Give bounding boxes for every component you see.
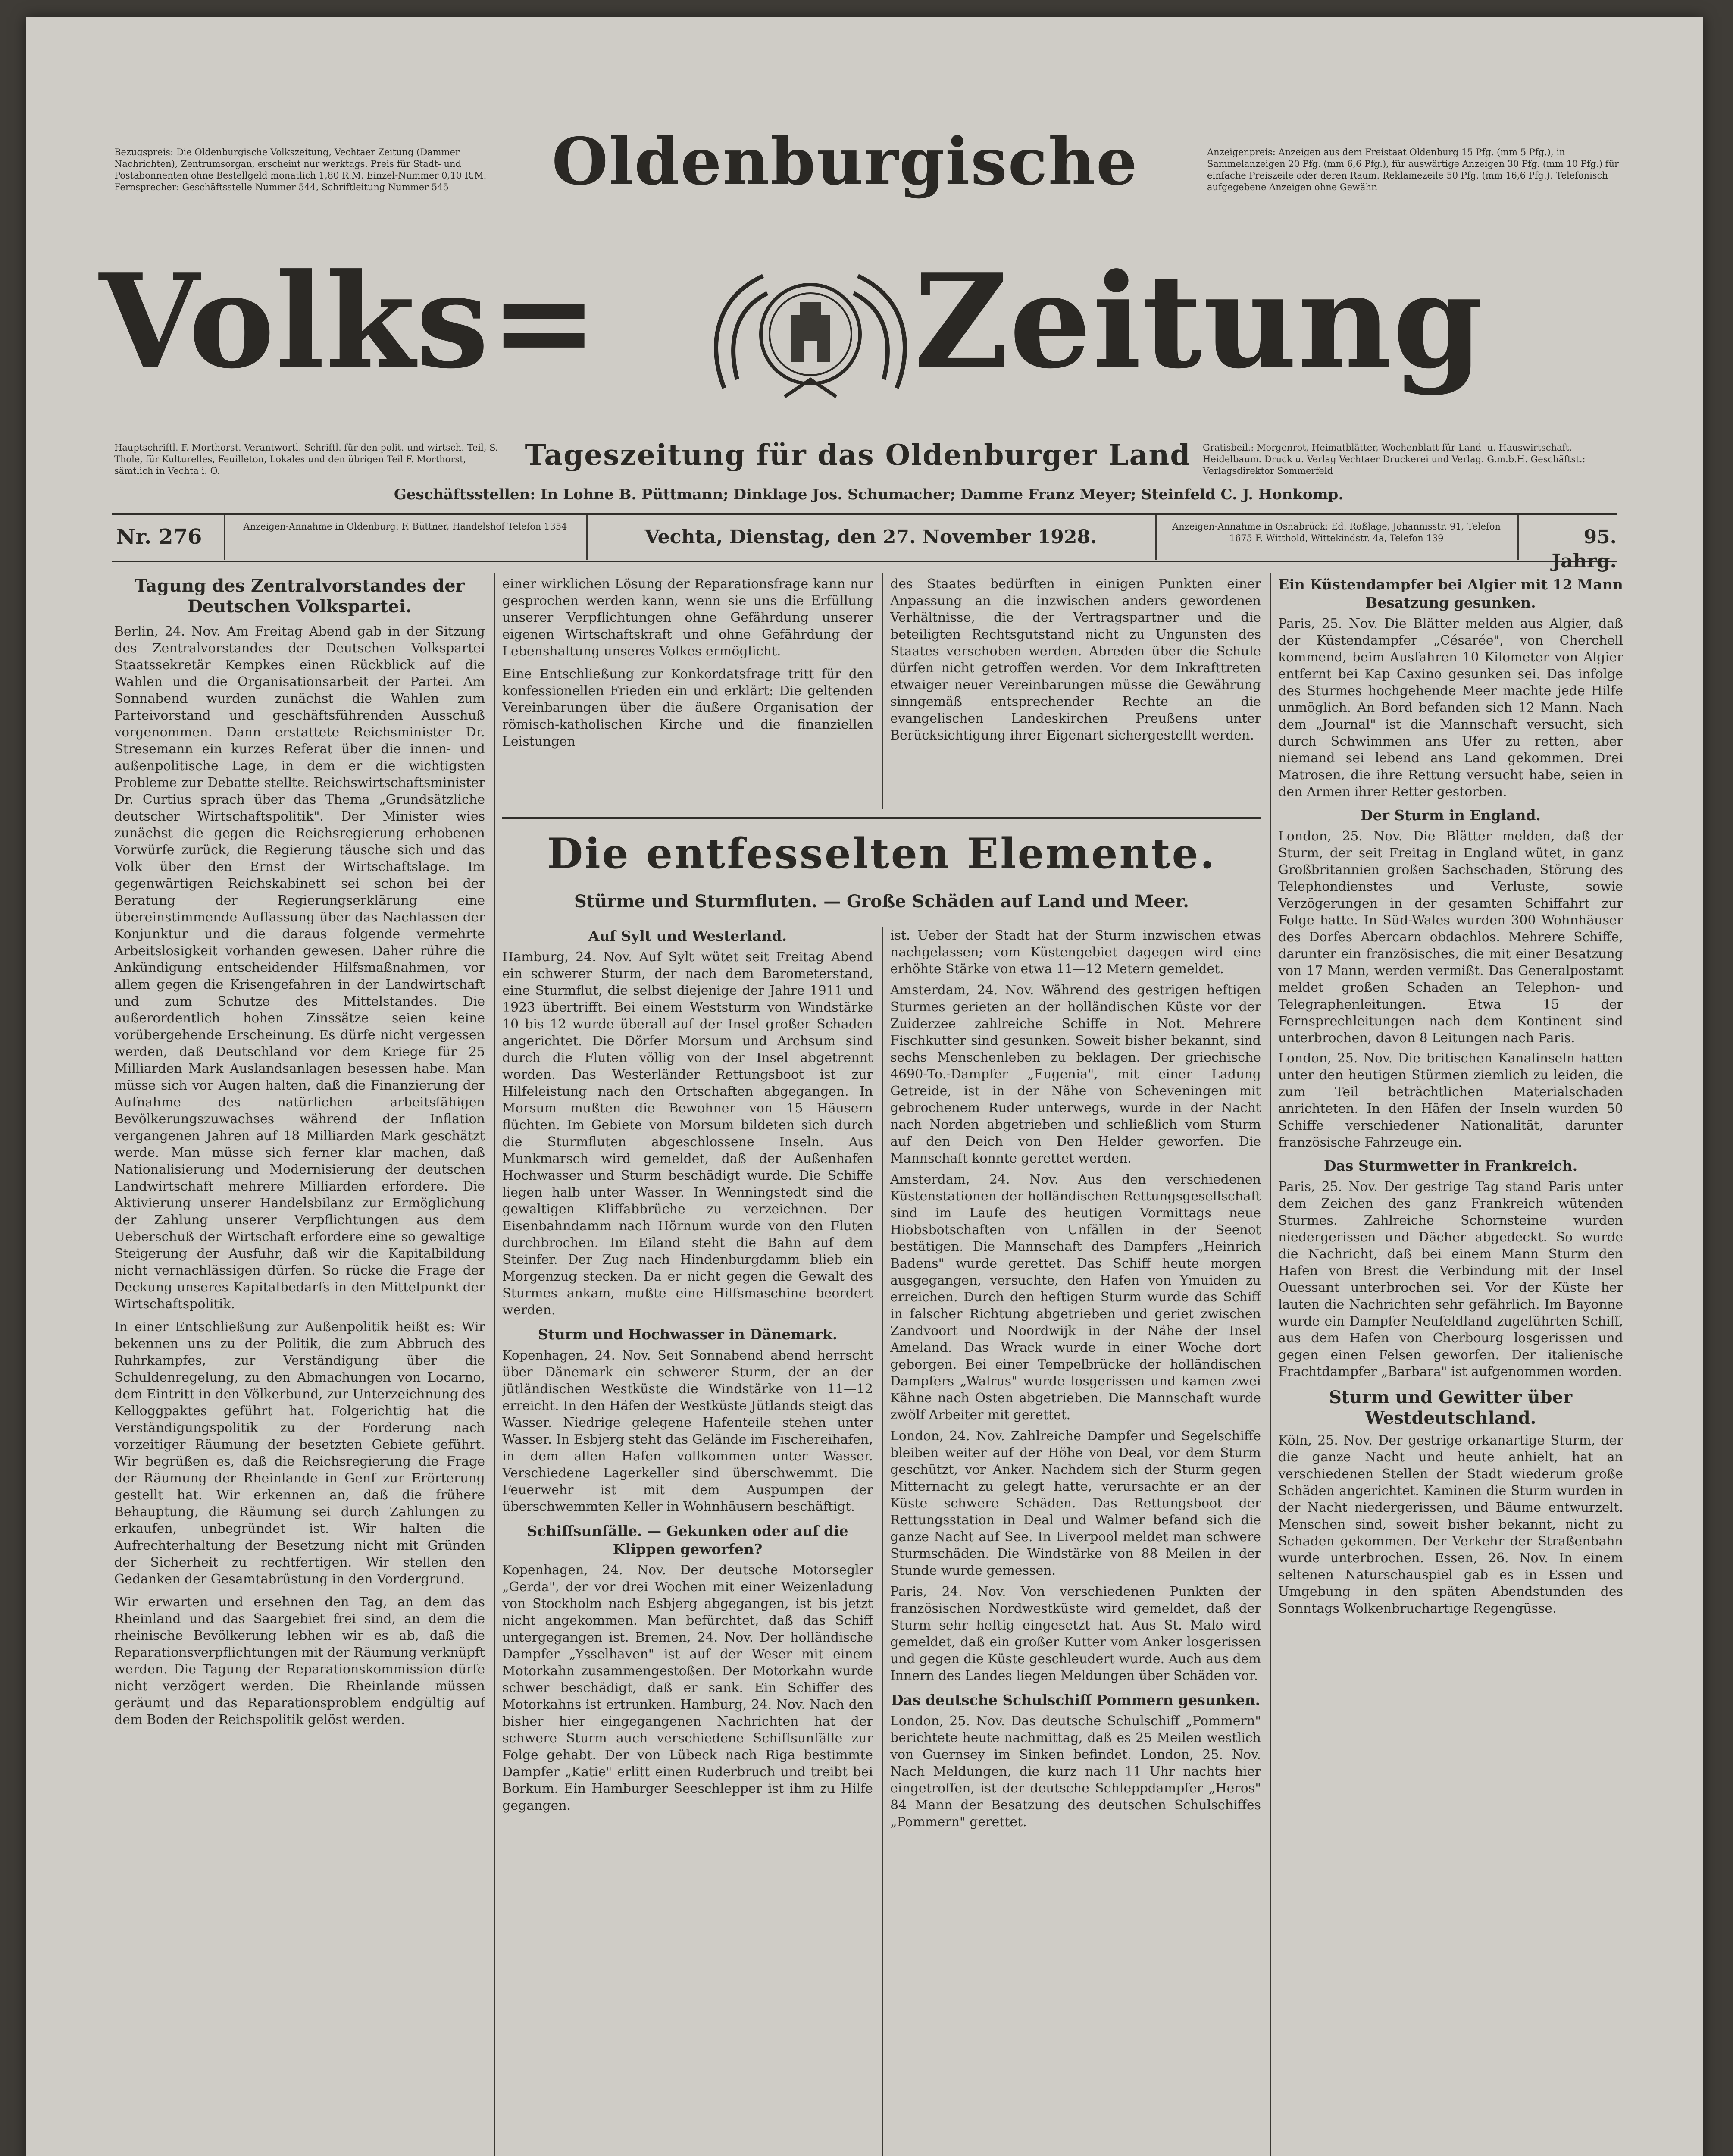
section-title-westdeutschland: Sturm und Gewitter über Westdeutschland. (1329, 1387, 1573, 1428)
column-2-top (502, 576, 873, 808)
jahrgang: 95. Jahrg. (1552, 526, 1617, 572)
section-body-kanalinseln: London, 25. Nov. Die britischen Kanalinseln hatten unter den heutigen Stürmen ziemlich zu leiden, die zum Teil beträchtlichen Materialschaden anrichteten. In den Häfen der Inseln wurden 50 Schiffe verschiedener Nationalität, darunter französische Fahrzeuge ein. (1278, 1051, 1623, 1150)
section-body-pommern: London, 25. Nov. Das deutsche Schulschiff „Pommern" berichtete heute nachmittag, daß es 25 Meilen westlich von Guernsey im Sinken befindet. London, 25. Nov. Nach Meldungen, die kurz nach 11 Uhr nachts hier eingetroffen, ist der deutsche Schleppdampfer „Heros" 84 Mann der Besatzung des deutschen Schulschiffes „Pommern" gerettet. (890, 1714, 1261, 1830)
article-title-volkspartei: Tagung des Zentralvorstandes der Deutschen Volkspartei. (135, 576, 465, 617)
masthead-line1: Oldenburgische (551, 124, 1139, 200)
hauptschrift-box (114, 442, 507, 477)
issue-divider-3 (1155, 515, 1157, 560)
issue-divider-4 (1517, 515, 1519, 560)
column-divider-a (882, 927, 883, 2156)
issue-rule-bottom (112, 561, 1617, 562)
article-body-volkspartei-2: In einer Entschließung zur Außenpolitik heißt es: Wir bekennen uns zu der Politik, die zum Abbruch des Ruhrkampfes, zur Verständigung über die Schuldenregelung, zu den Abmachungen von Locarno, dem Eintritt in den Völkerbund, zur Unterzeichnung des Kelloggpaktes geführt hat. Folgerichtig hat die Verständigungspolitik zu der Forderung nach vorzeitiger Räumung der besetzten Gebiete geführt. Wir begrüßen es, daß die Reichsregierung die Frage der Räumung der Rheinlande in Genf zur Erörterung gestellt hat. Wir erkennen an, daß die frühere Behauptung, die Räumung sei durch Zahlungen zu erkaufen, unbegründet ist. Wir halten die Aufrechterhaltung der Besetzung nicht mit Gründen der Sicherheit zu rechtfertigen. Wir stellen den Gedanken der Gesamtabrüstung in den Vordergrund. (114, 1319, 485, 1587)
column-divider-3 (1270, 573, 1271, 2156)
column-divider-1 (494, 573, 495, 2156)
anzeigenpreis-box (1207, 147, 1621, 193)
section-body-amsterdam-1: Amsterdam, 24. Nov. Während des gestrigen heftigen Sturmes gerieten an der holländischen Küste vor der Zuiderzee zahlreiche Schiffe in Not. Mehrere Fischkutter sind gesunken. Soweit bisher bekannt, sind sechs Menschenleben zu beklagen. Der griechische 4690-To.-Dampfer „Eugenia", mit einer Ladung Getreide, ist in der Nähe von Scheveningen mit gebrochenem Ruder unterwegs, wurde in der Nacht nach Norden abgetrieben und schließlich vom Sturm auf den Deich von Den Helder geworfen. Die Mannschaft konnte gerettet werden. (890, 983, 1261, 1166)
article-body-reparation: einer wirklichen Lösung der Reparationsfrage kann nur gesprochen werden kann, wenn sie uns die Erfüllung unserer Verpflichtungen ohne Gefährdung unserer eigenen Wirtschaftskraft und ohne Gefährdung der Lebenshaltung unseres Volkes ermöglicht. (502, 577, 873, 659)
section-body-schiffsunfaelle: Kopenhagen, 24. Nov. Der deutsche Motorsegler „Gerda", der vor drei Wochen mit einer Weizenladung von Stockholm nach Esbjerg abgegangen, ist bis jetzt nicht angekommen. Man befürchtet, daß das Schiff untergegangen ist. Bremen, 24. Nov. Der holländische Dampfer „Ysselhaven" ist auf der Weser mit einem Motorkahn zusammengestoßen. Der Motorkahn wurde schwer beschädigt, daß er sank. Ein Schiffer des Motorkahns ist ertrunken. Hamburg, 24. Nov. Nach den bisher hier eingegangenen Nachrichten hat der schwere Sturm auch verschiedene Schiffsunfälle zur Folge gehabt. Der von Lübeck nach Riga bestimmte Dampfer „Katie" erlitt einen Ruderbruch und treibt bei Borkum. Ein Hamburger Seeschlepper ist ihm zu Hilfe gegangen. (502, 1563, 873, 1813)
section-body-amsterdam-2: Amsterdam, 24. Nov. Aus den verschiedenen Küstenstationen der holländischen Rettungsgesellschaft sind im Laufe des heutigen Vormittags neue Hiobsbotschaften von Unfällen in der Seenot bestätigen. Die Mannschaft des Dampfers „Heinrich Badens" wurde gerettet. Das Schiff heute morgen ausgegangen, versuchte, den Hafen von Ymuiden zu erreichen. Durch den heftigen Sturm wurde das Schiff in falscher Richtung abgetrieben und geriet zwischen Zandvoort und Noordwijk in der Nähe der Insel Ameland. Das Wrack wurde in einer Woche dort geborgen. Bei einer Tempelbrücke der holländischen Dampfers „Walrus" wurde losgerissen und kamen zwei Kähne nach Osten abgetrieben. Die Mannschaft wurde zwölf Arbeiter mit gerettet. (890, 1172, 1261, 1423)
anzeigen-osnabrueck: Anzeigen-Annahme in Osnabrück: Ed. Roßlage, Johannisstr. 91, Telefon 1675 F. Witthold, Wittekindstr. 4a, Telefon 139 (1172, 521, 1501, 543)
issue-divider-2 (586, 515, 588, 560)
section-title-algier: Ein Küstendampfer bei Algier mit 12 Mann Besatzung gesunken. (1278, 576, 1623, 611)
section-body-paris: Paris, 24. Nov. Von verschiedenen Punkten der französischen Nordwestküste wird gemeldet, daß der Sturm sehr heftig eingesetzt hat. Aus St. Malo wird gemeldet, daß ein großer Kutter vom Anker losgerissen und gegen die Küste geschleudert wurde. Auch aus dem Innern des Landes liegen Meldungen über Schäden vor. (890, 1584, 1261, 1683)
section-body-england: London, 25. Nov. Die Blätter melden, daß der Sturm, der seit Freitag in England wütet, in ganz Großbritannien großen Sachschaden, Störung des Telephondienstes und Verluste, sowie Verzögerungen in der gesamten Schiffahrt zur Folge hatte. In Süd-Wales wurden 300 Wohnhäuser des Dorfes Abercarn obdachlos. Mehrere Schiffe, darunter ein französisches, die mit einer Besatzung von 17 Mann, werden vermißt. Das Generalpostamt meldet großen Schaden an Telephon- und Telegraphenleitungen. Etwa 15 der Fernsprechleitungen nach dem Kontinent sind unterbrochen, davon 8 Leitungen nach Paris. (1278, 829, 1623, 1046)
section-title-england: Der Sturm in England. (1360, 807, 1541, 824)
section-body-algier: Paris, 25. Nov. Die Blätter melden aus Algier, daß der Küstendampfer „Césarée", von Cherchell kommend, beim Ausfahren 10 Kilometer von Algier entfernt bei Kap Caxino gesunken sei. Das infolge des Sturmes hochgehende Meer machte jede Hilfe unmöglich. An Bord befanden sich 12 Mann. Nach dem „Journal" ist die Mannschaft versucht, sich durch Schwimmen ans Ufer zu retten, aber niemand sei lebend ans Land gekommen. Drei Matrosen, die ihre Rettung versucht habe, seien in den Armen ihrer Retter gestorben. (1278, 616, 1623, 799)
tagline: Tageszeitung für das Oldenburger Land (525, 438, 1191, 472)
issue-date: Vechta, Dienstag, den 27. November 1928. (644, 526, 1097, 548)
section-title-frankreich: Das Sturmwetter in Frankreich. (1323, 1157, 1578, 1174)
section-title-daenemark: Sturm und Hochwasser in Dänemark. (538, 1326, 838, 1343)
headline-rule-top (502, 817, 1261, 819)
hauptschrift-text: Hauptschriftl. F. Morthorst. Verantwortl. Schriftl. für den polit. und wirtsch. Teil, S. Thole, für Kulturelles, Feuilleton, Lokales und den übrigen Teil F. Morthorst, sämtlich in Vechta i. O. (114, 442, 498, 476)
section-body-b0: ist. Ueber der Stadt hat der Sturm inzwischen etwas nachgelassen; vom Küstengebiet dagegen wird eine erhöhte Stärke von etwa 11—12 Metern gemeldet. (890, 928, 1261, 977)
section-body-london: London, 24. Nov. Zahlreiche Dampfer und Segelschiffe bleiben weiter auf der Höhe von Deal, vor dem Sturm geschützt, vor Anker. Nachdem sich der Sturm gegen Mitternacht zu gelegt hatte, verursachte er an der Küste schwere Schäden. Das Rettungsboot der Rettungsstation in Deal und Walmer befand sich die ganze Nacht auf See. In Liverpool meldet man schwere Sturmschäden. Die Windstärke von 88 Meilen in der Stunde wurde gemessen. (890, 1429, 1261, 1578)
column-a (502, 927, 873, 2156)
bezugspreis-box (114, 147, 502, 193)
anzeigen-oldenburg: Anzeigen-Annahme in Oldenburg: F. Büttner, Handelshof Telefon 1354 (243, 521, 567, 532)
main-subheadline: Stürme und Sturmfluten. — Große Schäden auf Land und Meer. (574, 891, 1189, 912)
section-title-sylt: Auf Sylt und Westerland. (588, 928, 787, 944)
column-divider-2 (882, 573, 883, 808)
gratisbeil-box (1203, 442, 1621, 477)
section-title-pommern: Das deutsche Schulschiff Pommern gesunken. (891, 1692, 1261, 1708)
newspaper-page (26, 17, 1703, 2156)
bezugspreis-text: Bezugspreis: Die Oldenburgische Volkszeitung, Vechtaer Zeitung (Dammer Nachrichten), Zentrumsorgan, erscheint nur werktags. Preis für Stadt- und Postabonnenten ohne Bestellgeld monatlich 1,80 R.M. Einzel-Nummer 0,10 R.M. Fernsprecher: Geschäftsstelle Nummer 544, Schriftleitung Nummer 545 (114, 147, 487, 192)
column-c (1278, 576, 1623, 2156)
column-3-top (890, 576, 1261, 808)
masthead-zeitung: Zeitung (914, 245, 1484, 397)
issue-divider-1 (224, 515, 225, 560)
section-body-sylt: Hamburg, 24. Nov. Auf Sylt wütet seit Freitag Abend ein schwerer Sturm, der nach dem Barometerstand, eine Sturmflut, die selbst diejenige der Jahre 1911 und 1923 übertrifft. Bei einem Weststurm von Windstärke 10 bis 12 wurde überall auf der Insel großer Schaden angerichtet. Die Dörfer Morsum und Archsum sind durch die Fluten völlig von der Insel abgetrennt worden. Das Westerländer Rettungsboot ist zur Hilfeleistung nach den Ortschaften abgegangen. In Morsum mußten die Bewohner von 15 Häusern flüchten. Im Gebiete von Morsum bildeten sich durch die Sturmfluten abgeschlossene Inseln. Aus Munkmarsch wird gemeldet, daß der Außenhafen Hochwasser und Sturm beschädigt wurde. Die Schiffe liegen halb unter Wasser. In Wenningstedt sind die gewaltigen Kliffabbrüche zu verzeichnen. Der Eisenbahndamm nach Hörnum wurde von den Fluten durchbrochen. Im Eiland steht die Bahn auf dem Steinfer. Der Zug nach Hindenburgdamm blieb ein Morgenzug stecken. Da er nicht gegen die Gewalt des Sturmes ankam, mußte eine Hilfsmaschine beordert werden. (502, 950, 873, 1318)
oldenburg-crest-icon (698, 259, 923, 401)
section-body-daenemark: Kopenhagen, 24. Nov. Seit Sonnabend abend herrscht über Dänemark ein schwerer Sturm, der an der jütländischen Westküste die Windstärke von 11—12 erreicht. In den Häfen der Westküste Jütlands steigt das Wasser. Niedrige gelegene Hafenteile stehen unter Wasser. In Esbjerg steht das Gelände im Fischereihafen, in dem allen Hafen vollkommen unter Wasser. Verschiedene Lagerkeller sind überschwemmt. Die Feuerwehr ist mit dem Auspumpen der überschwemmten Keller in Wohnhäusern beschäftigt. (502, 1348, 873, 1514)
main-headline: Die entfesselten Elemente. (547, 829, 1217, 878)
section-title-schiffsunfaelle: Schiffsunfälle. — Gekunken oder auf die Klippen geworfen? (527, 1523, 848, 1557)
article-body-volkspartei-3: Wir erwarten und ersehnen den Tag, an dem das Rheinland und das Saargebiet frei sind, an dem die rheinische Bevölkerung lebhen wir es ab, daß die Reparationsverpflichtungen mit der Räumung verknüpft werden. Die Tagung der Reparationskommission dürfe nicht verzögert werden. Die Rheinlande müssen geräumt und das Reparationsproblem endgültig auf dem Boden der Reichspolitik gelöst werden. (114, 1595, 485, 1727)
article-body-volkspartei-1: Berlin, 24. Nov. Am Freitag Abend gab in der Sitzung des Zentralvorstandes der Deutschen Volkspartei Staatssekretär Kempkes einen Rückblick auf die Wahlen und die Organisationsarbeit der Partei. Am Sonnabend wurden zunächst die Wahlen zum Parteivorstand und geschäftsführenden Ausschuß vorgenommen. Dann erstattete Reichsminister Dr. Stresemann ein kurzes Referat über die innen- und außenpolitische Lage, in dem er die wichtigsten Probleme zur Debatte stellte. Reichswirtschaftsminister Dr. Curtius sprach über das Thema „Grundsätzliche deutscher Wirtschaftspolitik". Der Minister wies zunächst die gegen die Reichsregierung erhobenen Vorwürfe zurück, die Regierung täusche sich und das Volk über den Ernst der Wirtschaftslage. Im gegenwärtigen Reichskabinett sei schon bei der Beratung der Regierungserklärung eine übereinstimmende Auffassung über das Nachlassen der Konjunktur und die daraus folgende vermehrte Arbeitslosigkeit vorhanden gewesen. Daher rühre die Ankündigung entscheidender Hilfsmaßnahmen, vor allem gegen die Krisengefahren in der Landwirtschaft und zum Schutze des Mittelstandes. Die außerordentlich hohen Zinssätze seien keine vorübergehende Erscheinung. Es dürfe nicht vergessen werden, daß Deutschland vor dem Kriege für 25 Milliarden Mark Auslandsanlagen besessen habe. Man müsse sich vor Augen halten, daß die Finanzierung der Aufnahme des natürlichen arbeitsfähigen Bevölkerungszuwachses während der Inflation vergangenen Jahren auf 18 Milliarden Mark geschätzt werde. Man müsse sich ferner klar machen, daß Nationalisierung und Modernisierung der deutschen Landwirtschaft mehrere Milliarden erfordere. Die Aktivierung unserer Handelsbilanz zur Ermöglichung der Zahlung unserer Verpflichtungen aus dem Ueberschuß der Wirtschaft erfordere eine so gewaltige Steigerung der Ausfuhr, daß wir die Kapitalbildung nicht vernachlässigen dürfen. So rücke die Frage der Deckung unseres Kapitalbedarfs in den Mittelpunkt der Wirtschaftspolitik. (114, 624, 485, 1312)
column-b (890, 927, 1261, 2156)
issue-number: Nr. 276 (116, 525, 202, 549)
gratisbeil-text: Gratisbeil.: Morgenrot, Heimatblätter, Wochenblatt für Land- u. Hauswirtschaft, Heidelbaum. Druck u. Verlag Vechtaer Druckerei und Verlag. G.m.b.H. Geschäftst.: Verlagsdirektor Sommerfeld (1203, 442, 1586, 476)
article-body-konkordat: Eine Entschließung zur Konkordatsfrage tritt für den konfessionellen Frieden ein und erklärt: Die geltenden Vereinbarungen über die äußere Organisation der römisch-katholischen Kirche und die finanziellen Leistungen (502, 667, 873, 749)
column-1 (114, 576, 485, 2156)
article-body-konkordat-cont: des Staates bedürften in einigen Punkten einer Anpassung an die inzwischen anders gewordenen Verhältnisse, die der Vertragspartner und die beteiligten Rechtsgutstand nicht zu Ungunsten des Staates verschoben werden. Abreden über die Schule dürfen nicht getroffen werden. Vor dem Inkrafttreten etwaiger neuer Vereinbarungen müsse die Gewährung sinngemäß entsprechender Rechte an die evangelischen Landeskirchen Preußens unter Berücksichtigung ihrer Eigenart sichergestellt werden. (890, 577, 1261, 743)
geschaeftsstellen: Geschäftsstellen: In Lohne B. Püttmann; Dinklage Jos. Schumacher; Damme Franz Meyer; Steinfeld C. J. Honkomp. (394, 486, 1344, 503)
section-body-frankreich: Paris, 25. Nov. Der gestrige Tag stand Paris unter dem Zeichen des ganz Frankreich wütenden Sturmes. Zahlreiche Schornsteine wurden niedergerissen und Dächer abgedeckt. So wurde die Nachricht, daß bei einem Mann Sturm den Hafen von Brest die Verbindung mit der Insel Ouessant unterbrochen sei. Vor der Küste her lauten die Nachrichten sehr gefährlich. Im Bayonne wurde ein Dampfer Neufeldland zugeführten Schiff, aus dem Hafen von Cherbourg losgerissen und gegen einen Felsen geworfen. Der italienische Frachtdampfer „Barbara" ist aufgenommen worden. (1278, 1179, 1623, 1379)
section-body-westdeutschland: Köln, 25. Nov. Der gestrige orkanartige Sturm, der die ganze Nacht und heute anhielt, hat an verschiedenen Stellen der Stadt wiederum große Schäden angerichtet. Kaminen die Sturm wurden in der Nacht niedergerissen, und Bäume entwurzelt. Menschen sind, soweit bisher bekannt, nicht zu Schaden gekommen. Der Verkehr der Straßenbahn wurde unterbrochen. Essen, 26. Nov. In einem seltenen Naturschauspiel gab es in Essen und Umgebung in den späten Abendstunden des Sonntags Wolkenbruchartige Regengüsse. (1278, 1433, 1623, 1616)
issue-rule-top (112, 513, 1617, 515)
masthead-volks: Volks= (99, 245, 599, 397)
anzeigenpreis-text: Anzeigenpreis: Anzeigen aus dem Freistaat Oldenburg 15 Pfg. (mm 5 Pfg.), in Sammelanzeigen 20 Pfg. (mm 6,6 Pfg.), für auswärtige Anzeigen 30 Pfg. (mm 10 Pfg.) für einfache Preiszeile oder deren Raum. Reklamezeile 50 Pfg. (mm 16,6 Pfg.). Telefonisch aufgegebene Anzeigen ohne Gewähr. (1207, 147, 1619, 192)
